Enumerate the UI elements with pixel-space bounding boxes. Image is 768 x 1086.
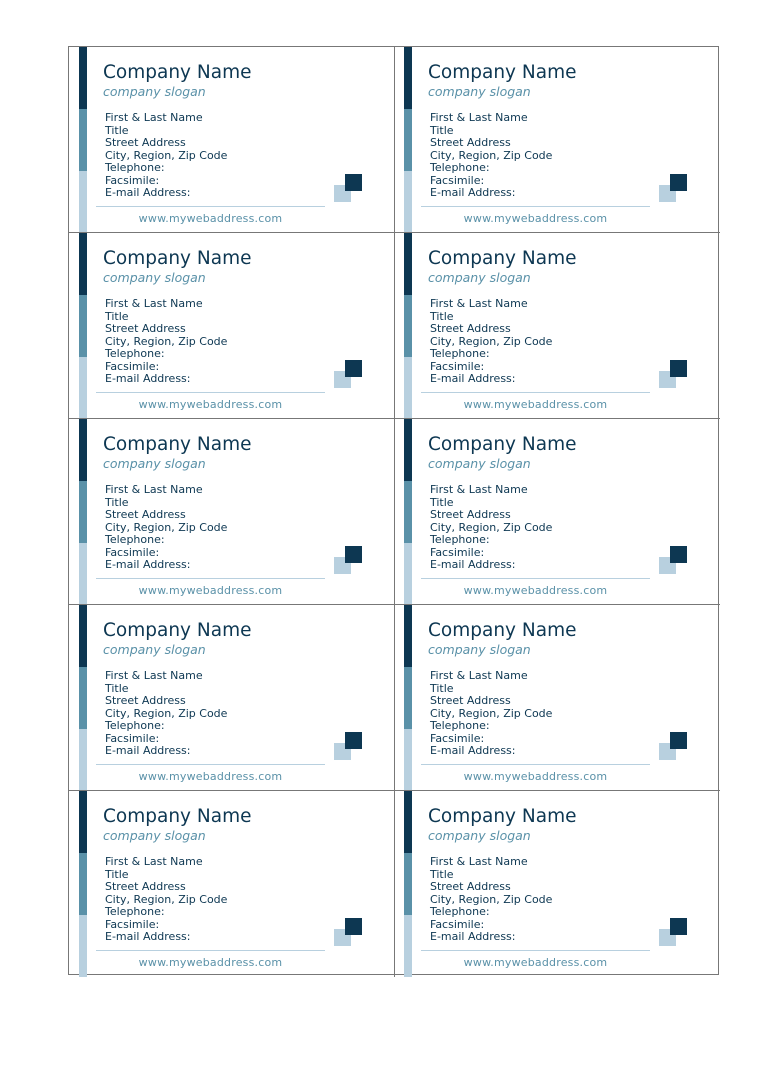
contact-title: Title <box>105 123 129 137</box>
contact-fax: Facsimile: <box>105 545 160 559</box>
logo-square-dark <box>345 360 362 377</box>
contact-telephone: Telephone: <box>105 161 165 174</box>
contact-details <box>430 856 552 944</box>
business-card <box>394 791 720 977</box>
accent-bar-mid <box>79 481 87 543</box>
contact-email: E-mail Address: <box>105 744 191 757</box>
contact-title: Title <box>430 867 454 881</box>
contact-telephone: Telephone: <box>105 533 165 546</box>
contact-city: City, Region, Zip Code <box>105 148 228 162</box>
contact-telephone: Telephone: <box>430 533 490 546</box>
divider <box>421 950 650 951</box>
company-name: Company Name <box>428 248 577 269</box>
contact-street: Street Address <box>430 694 511 707</box>
logo-square-dark <box>345 546 362 563</box>
contact-telephone: Telephone: <box>430 347 490 360</box>
contact-fax: Facsimile: <box>105 731 160 745</box>
contact-title: Title <box>105 495 129 509</box>
contact-details <box>430 670 552 758</box>
contact-street: Street Address <box>105 880 186 893</box>
divider <box>421 206 650 207</box>
divider <box>96 392 325 393</box>
business-card-sheet <box>68 46 719 975</box>
company-name: Company Name <box>428 62 577 83</box>
contact-name: First & Last Name <box>430 669 528 682</box>
contact-email: E-mail Address: <box>430 186 516 199</box>
web-address: www.mywebaddress.com <box>463 956 608 969</box>
business-card <box>69 419 395 605</box>
divider <box>421 764 650 765</box>
contact-telephone: Telephone: <box>430 905 490 918</box>
contact-details <box>105 670 227 758</box>
accent-bar-light <box>404 171 412 233</box>
logo-square-dark <box>345 174 362 191</box>
company-slogan: company slogan <box>428 642 531 657</box>
company-slogan: company slogan <box>103 642 206 657</box>
contact-name: First & Last Name <box>430 855 528 868</box>
contact-city: City, Region, Zip Code <box>105 334 228 348</box>
web-address: www.mywebaddress.com <box>138 770 283 783</box>
company-name: Company Name <box>428 806 577 827</box>
business-card <box>394 233 720 419</box>
company-slogan: company slogan <box>103 456 206 471</box>
contact-name: First & Last Name <box>430 483 528 496</box>
business-card <box>69 47 395 233</box>
contact-email: E-mail Address: <box>105 558 191 571</box>
accent-bar-mid <box>404 853 412 915</box>
logo-square-dark <box>345 918 362 935</box>
logo-square-dark <box>670 732 687 749</box>
accent-bar-light <box>404 729 412 791</box>
contact-fax: Facsimile: <box>430 917 485 931</box>
contact-street: Street Address <box>105 322 186 335</box>
business-card <box>394 47 720 233</box>
contact-street: Street Address <box>430 880 511 893</box>
accent-bar-dark <box>79 605 87 667</box>
accent-bar-dark <box>79 47 87 109</box>
company-name: Company Name <box>103 248 252 269</box>
accent-bar-dark <box>404 791 412 853</box>
company-name: Company Name <box>103 806 252 827</box>
logo-square-dark <box>670 546 687 563</box>
contact-fax: Facsimile: <box>430 731 485 745</box>
contact-details <box>430 298 552 386</box>
accent-bar-mid <box>79 109 87 171</box>
divider <box>421 392 650 393</box>
accent-bar-light <box>79 171 87 233</box>
contact-email: E-mail Address: <box>430 372 516 385</box>
accent-bar-mid <box>79 853 87 915</box>
accent-bar-light <box>79 915 87 977</box>
accent-bar-dark <box>404 419 412 481</box>
contact-street: Street Address <box>430 508 511 521</box>
contact-city: City, Region, Zip Code <box>105 706 228 720</box>
contact-email: E-mail Address: <box>105 372 191 385</box>
contact-title: Title <box>430 681 454 695</box>
company-name: Company Name <box>428 434 577 455</box>
web-address: www.mywebaddress.com <box>138 584 283 597</box>
contact-telephone: Telephone: <box>105 719 165 732</box>
company-slogan: company slogan <box>428 828 531 843</box>
company-slogan: company slogan <box>428 270 531 285</box>
contact-details <box>430 484 552 572</box>
contact-details <box>105 484 227 572</box>
contact-fax: Facsimile: <box>105 173 160 187</box>
logo-square-dark <box>670 360 687 377</box>
contact-city: City, Region, Zip Code <box>430 520 553 534</box>
contact-details <box>430 112 552 200</box>
contact-name: First & Last Name <box>430 297 528 310</box>
contact-telephone: Telephone: <box>430 719 490 732</box>
divider <box>421 578 650 579</box>
contact-city: City, Region, Zip Code <box>430 892 553 906</box>
contact-details <box>105 112 227 200</box>
divider <box>96 206 325 207</box>
contact-name: First & Last Name <box>105 669 203 682</box>
accent-bar-dark <box>404 233 412 295</box>
contact-fax: Facsimile: <box>430 545 485 559</box>
contact-name: First & Last Name <box>105 111 203 124</box>
accent-bar-mid <box>404 481 412 543</box>
business-card <box>394 605 720 791</box>
company-name: Company Name <box>428 620 577 641</box>
contact-city: City, Region, Zip Code <box>430 334 553 348</box>
contact-street: Street Address <box>105 136 186 149</box>
accent-bar-mid <box>404 109 412 171</box>
divider <box>96 578 325 579</box>
company-slogan: company slogan <box>428 456 531 471</box>
contact-title: Title <box>430 123 454 137</box>
contact-fax: Facsimile: <box>105 359 160 373</box>
contact-city: City, Region, Zip Code <box>105 520 228 534</box>
contact-title: Title <box>430 309 454 323</box>
contact-street: Street Address <box>430 322 511 335</box>
accent-bar-mid <box>404 667 412 729</box>
contact-name: First & Last Name <box>105 297 203 310</box>
contact-name: First & Last Name <box>105 483 203 496</box>
accent-bar-light <box>79 543 87 605</box>
accent-bar-light <box>79 729 87 791</box>
contact-fax: Facsimile: <box>105 917 160 931</box>
contact-name: First & Last Name <box>430 111 528 124</box>
contact-title: Title <box>430 495 454 509</box>
business-card <box>69 791 395 977</box>
accent-bar-light <box>404 357 412 419</box>
company-name: Company Name <box>103 62 252 83</box>
contact-street: Street Address <box>105 694 186 707</box>
contact-name: First & Last Name <box>105 855 203 868</box>
contact-email: E-mail Address: <box>430 744 516 757</box>
contact-email: E-mail Address: <box>430 558 516 571</box>
accent-bar-mid <box>79 667 87 729</box>
company-slogan: company slogan <box>428 84 531 99</box>
divider <box>96 764 325 765</box>
web-address: www.mywebaddress.com <box>463 584 608 597</box>
contact-telephone: Telephone: <box>430 161 490 174</box>
accent-bar-light <box>404 543 412 605</box>
divider <box>96 950 325 951</box>
contact-title: Title <box>105 867 129 881</box>
contact-telephone: Telephone: <box>105 905 165 918</box>
contact-title: Title <box>105 309 129 323</box>
company-name: Company Name <box>103 434 252 455</box>
company-slogan: company slogan <box>103 828 206 843</box>
accent-bar-dark <box>79 419 87 481</box>
web-address: www.mywebaddress.com <box>463 398 608 411</box>
contact-details <box>105 298 227 386</box>
contact-telephone: Telephone: <box>105 347 165 360</box>
contact-fax: Facsimile: <box>430 173 485 187</box>
web-address: www.mywebaddress.com <box>138 956 283 969</box>
company-slogan: company slogan <box>103 84 206 99</box>
contact-city: City, Region, Zip Code <box>105 892 228 906</box>
business-card <box>394 419 720 605</box>
accent-bar-dark <box>79 791 87 853</box>
logo-square-dark <box>345 732 362 749</box>
contact-title: Title <box>105 681 129 695</box>
web-address: www.mywebaddress.com <box>138 398 283 411</box>
contact-email: E-mail Address: <box>430 930 516 943</box>
contact-email: E-mail Address: <box>105 186 191 199</box>
business-card <box>69 605 395 791</box>
contact-street: Street Address <box>430 136 511 149</box>
business-card <box>69 233 395 419</box>
logo-square-dark <box>670 174 687 191</box>
accent-bar-mid <box>79 295 87 357</box>
contact-city: City, Region, Zip Code <box>430 148 553 162</box>
web-address: www.mywebaddress.com <box>138 212 283 225</box>
contact-details <box>105 856 227 944</box>
logo-square-dark <box>670 918 687 935</box>
web-address: www.mywebaddress.com <box>463 212 608 225</box>
company-name: Company Name <box>103 620 252 641</box>
contact-street: Street Address <box>105 508 186 521</box>
contact-fax: Facsimile: <box>430 359 485 373</box>
contact-city: City, Region, Zip Code <box>430 706 553 720</box>
web-address: www.mywebaddress.com <box>463 770 608 783</box>
company-slogan: company slogan <box>103 270 206 285</box>
contact-email: E-mail Address: <box>105 930 191 943</box>
accent-bar-dark <box>79 233 87 295</box>
accent-bar-mid <box>404 295 412 357</box>
accent-bar-dark <box>404 605 412 667</box>
accent-bar-light <box>79 357 87 419</box>
accent-bar-dark <box>404 47 412 109</box>
accent-bar-light <box>404 915 412 977</box>
